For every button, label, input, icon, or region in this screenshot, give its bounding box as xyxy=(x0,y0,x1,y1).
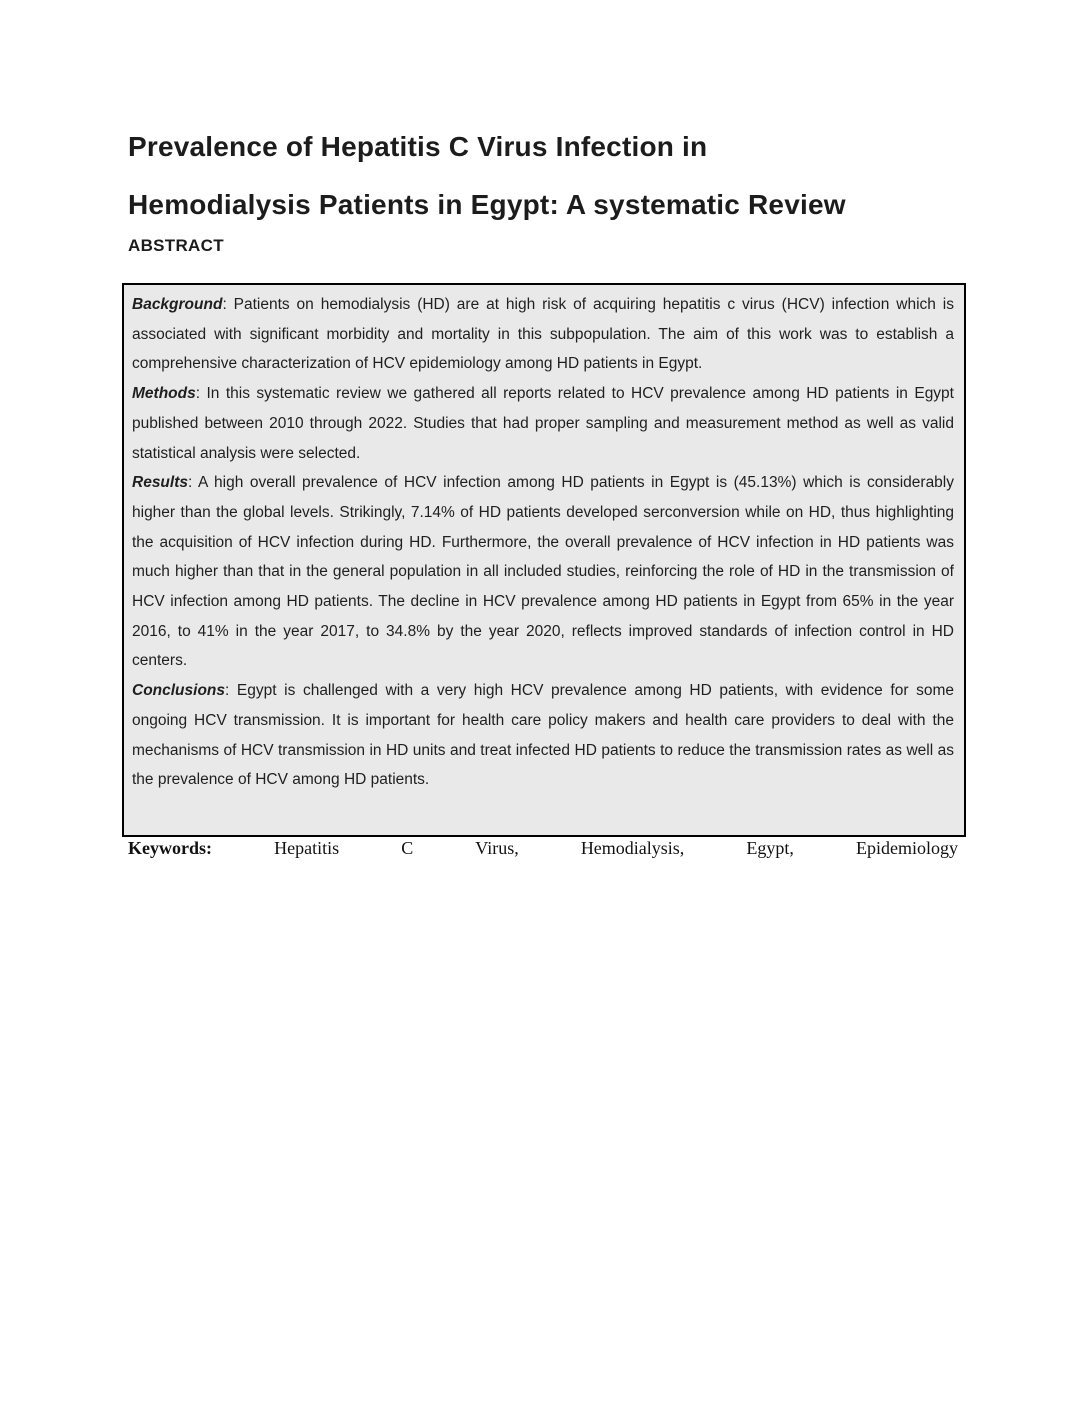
keyword-item: Virus, xyxy=(475,838,519,858)
abstract-section-methods xyxy=(132,379,954,468)
section-label-conclusions: Conclusions xyxy=(132,682,226,700)
paper-title-line1: Prevalence of Hepatitis C Virus Infection in xyxy=(128,131,708,162)
section-text-results: : A high overall prevalence of HCV infection among HD patients in Egypt is (45.13%) which is considerably higher than the global levels. Strikingly, 7.14% of HD patients developed serconversion while on HD, thus highlighting the acquisition of HCV infection during HD. Furthermore, the overall prevalence of HCV infection in HD patients was much higher than that in the general population in all included studies, reinforcing the role of HD in the transmission of HCV infection among HD patients. The decline in HCV prevalence among HD patients in Egypt from 65% in the year 2016, to 41% in the year 2017, to 34.8% by the year 2020, reflects improved standards of infection control in HD centers. xyxy=(132,474,954,670)
keyword-item: Hepatitis xyxy=(274,838,340,858)
paper-title-line2: Hemodialysis Patients in Egypt: A systematic Review xyxy=(128,189,846,220)
section-text-methods: : In this systematic review we gathered all reports related to HCV prevalence among HD patients in Egypt published between 2010 through 2022. Studies that had proper sampling and measurement method as well as valid statistical analysis were selected. xyxy=(132,385,954,462)
abstract-section-conclusions xyxy=(132,676,954,795)
section-label-results: Results xyxy=(132,474,188,492)
keyword-item: Hemodialysis, xyxy=(580,838,685,858)
abstract-heading: ABSTRACT xyxy=(128,236,224,255)
paper-title xyxy=(128,118,968,234)
section-label-background: Background xyxy=(132,296,223,313)
keywords-row xyxy=(128,838,958,859)
keyword-item: Epidemiology xyxy=(856,838,958,858)
keyword-item: Egypt, xyxy=(746,838,794,858)
abstract-section-background xyxy=(132,290,954,379)
section-label-methods: Methods xyxy=(132,385,196,403)
section-text-conclusions: : Egypt is challenged with a very high HCV prevalence among HD patients, with evidence for some ongoing HCV transmission. It is important for health care policy makers and health care providers to deal with the mechanisms of HCV transmission in HD units and treat infected HD patients to reduce the transmission rates as well as the prevalence of HCV among HD patients. xyxy=(132,682,954,789)
section-text-background: : Patients on hemodialysis (HD) are at high risk of acquiring hepatitis c virus (HCV) infection which is associated with significant morbidity and mortality in this subpopulation. The aim of this work was to establish a comprehensive characterization of HCV epidemiology among HD patients in Egypt. xyxy=(132,296,954,373)
keyword-item: C xyxy=(401,838,414,858)
abstract-section-results xyxy=(132,468,954,676)
keywords-label: Keywords: xyxy=(128,838,212,858)
abstract-box xyxy=(122,283,966,837)
